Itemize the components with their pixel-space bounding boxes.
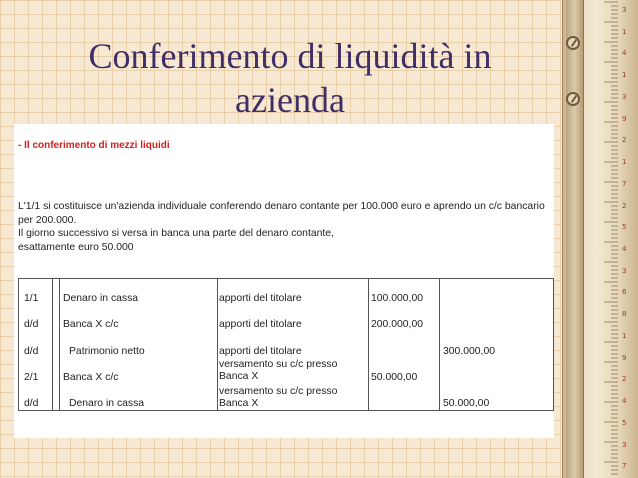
ruler-number: 3 (622, 93, 627, 101)
ruler-number: 2 (622, 375, 627, 383)
row-description: apporti del titolare (219, 319, 302, 330)
ring-binder-icon (566, 36, 580, 50)
row-date: 2/1 (24, 372, 39, 383)
section-subtitle: - Il conferimento di mezzi liquidi (18, 140, 170, 151)
row-description: versamento su c/c presso (219, 386, 338, 397)
ruler-number: 1 (622, 158, 627, 166)
ruler-number: 2 (622, 136, 627, 144)
exercise-text (18, 200, 553, 254)
row-date: d/d (24, 319, 39, 330)
row-date: 1/1 (24, 293, 39, 304)
ruler-number: 6 (622, 288, 627, 296)
ruler-bar-decoration (566, 0, 584, 478)
row-description: Banca X (219, 398, 259, 409)
row-date: d/d (24, 398, 39, 409)
row-description: apporti del titolare (219, 346, 302, 357)
exercise-line: per 200.000. (18, 214, 77, 226)
row-account: Banca X c/c (63, 319, 119, 330)
column-divider (59, 279, 60, 410)
row-account: Banca X c/c (63, 372, 119, 383)
row-dare: 50.000,00 (371, 372, 418, 383)
ruler-number: 7 (622, 180, 627, 188)
exercise-line: Il giorno successivo si versa in banca una parte del denaro contante, (18, 228, 334, 239)
ring-binder-icon (566, 92, 580, 106)
row-description: Banca X (219, 371, 259, 382)
ruler-number: 9 (622, 354, 627, 362)
row-dare: 200.000,00 (371, 319, 424, 330)
ruler-numbers (620, 0, 636, 478)
column-divider (52, 279, 53, 410)
row-date: d/d (24, 346, 39, 357)
ruler-number: 9 (622, 115, 627, 123)
ruler-number: 4 (622, 397, 627, 405)
row-avere: 50.000,00 (443, 398, 490, 409)
column-divider (217, 279, 218, 410)
row-account: Denaro in cassa (69, 398, 145, 409)
ruler-number: 5 (622, 223, 627, 231)
column-divider (439, 279, 440, 410)
ruler-number: 7 (622, 462, 627, 470)
ruler-number: 1 (622, 71, 627, 79)
title-line-1: Conferimento di liquidità in (88, 36, 492, 76)
row-avere: 300.000,00 (443, 346, 496, 357)
row-account: Denaro in cassa (63, 293, 139, 304)
journal-table (18, 278, 554, 411)
title-line-2: azienda (235, 80, 345, 120)
row-dare: 100.000,00 (371, 293, 424, 304)
row-description: versamento su c/c presso (219, 359, 338, 370)
ruler-number: 1 (622, 332, 627, 340)
exercise-line: esattamente euro 50.000 (18, 241, 134, 253)
ruler-number: 3 (622, 6, 627, 14)
ruler-number: 3 (622, 441, 627, 449)
row-description: apporti del titolare (219, 293, 302, 304)
ruler-number: 8 (622, 310, 627, 318)
ruler-ticks (600, 0, 618, 478)
column-divider (368, 279, 369, 410)
ruler-number: 5 (622, 419, 627, 427)
ruler-number: 4 (622, 245, 627, 253)
content-panel (14, 124, 554, 438)
exercise-line: L'1/1 si costituisce un'azienda individuale conferendo denaro contante per 100.000 euro e aprendo un c/c bancario (18, 201, 545, 212)
ruler-number: 3 (622, 267, 627, 275)
slide-title (40, 34, 540, 122)
row-account: Patrimonio netto (69, 346, 145, 357)
ruler-number: 1 (622, 28, 627, 36)
ruler-number: 2 (622, 202, 627, 210)
ruler-number: 4 (622, 49, 627, 57)
